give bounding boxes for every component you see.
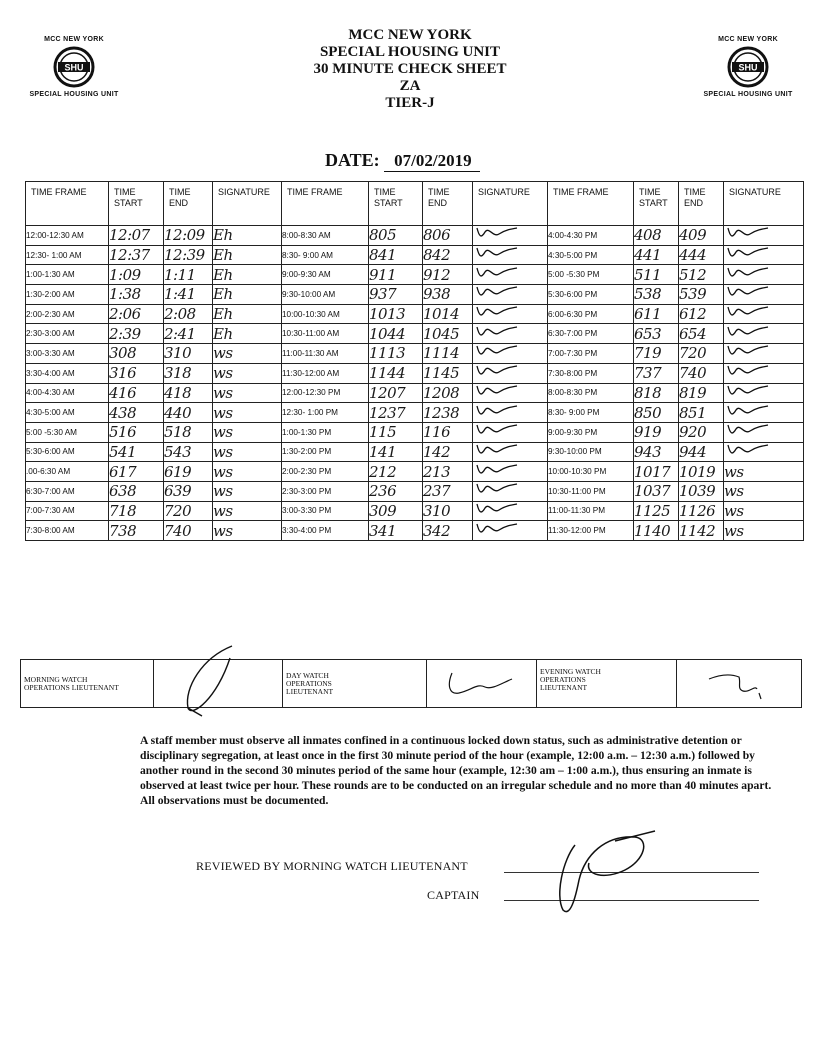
signature-cell bbox=[724, 403, 804, 423]
title-line: MCC NEW YORK bbox=[348, 27, 472, 43]
time-start-cell: 841 bbox=[369, 245, 423, 265]
time-frame-cell: 8:00-8:30 AM bbox=[282, 226, 369, 246]
signature-cell bbox=[473, 521, 548, 541]
table-row bbox=[26, 403, 804, 423]
time-frame-cell: 7:30-8:00 AM bbox=[26, 521, 109, 541]
signature-cell: ws bbox=[213, 501, 282, 521]
time-frame-cell: 3:00-3:30 AM bbox=[26, 344, 109, 364]
time-end-cell: 409 bbox=[679, 226, 724, 246]
time-start-cell: 1:38 bbox=[109, 285, 164, 305]
time-end-cell: 639 bbox=[164, 481, 213, 501]
column-header: TIME END bbox=[164, 182, 213, 226]
signature-cell bbox=[473, 481, 548, 501]
signature-cell bbox=[724, 344, 804, 364]
signature-cell bbox=[473, 383, 548, 403]
day-watch-label: DAY WATCH OPERATIONS LIEUTENANT bbox=[286, 671, 334, 696]
signature-cell bbox=[473, 265, 548, 285]
date-label: DATE: bbox=[325, 150, 380, 170]
handwritten-initials-mark bbox=[473, 266, 519, 280]
time-start-cell: 309 bbox=[369, 501, 423, 521]
morning-signature-cell bbox=[154, 660, 283, 707]
time-frame-cell: 10:30-11:00 AM bbox=[282, 324, 369, 344]
handwritten-initials-mark bbox=[724, 384, 770, 398]
time-end-cell: 12:39 bbox=[164, 245, 213, 265]
time-end-cell: 806 bbox=[423, 226, 473, 246]
time-end-cell: 342 bbox=[423, 521, 473, 541]
handwritten-initials-mark bbox=[473, 344, 519, 358]
time-frame-cell: 1:30-2:00 PM bbox=[282, 442, 369, 462]
time-start-cell: 141 bbox=[369, 442, 423, 462]
column-header: TIME FRAME bbox=[282, 182, 369, 226]
time-frame-cell: 11:00-11:30 PM bbox=[548, 501, 634, 521]
table-row bbox=[26, 462, 804, 482]
signature-cell: ws bbox=[724, 521, 804, 541]
signature-cell bbox=[473, 245, 548, 265]
day-signature-cell bbox=[427, 660, 537, 707]
time-start-cell: 12:37 bbox=[109, 245, 164, 265]
time-frame-cell: 10:30-11:00 PM bbox=[548, 481, 634, 501]
time-start-cell: 737 bbox=[634, 363, 679, 383]
evening-signature-mark bbox=[699, 665, 789, 705]
signature-cell: ws bbox=[213, 403, 282, 423]
captain-label: CAPTAIN bbox=[427, 888, 480, 902]
time-frame-cell: 10:00-10:30 AM bbox=[282, 304, 369, 324]
handwritten-initials-mark bbox=[473, 404, 519, 418]
time-frame-cell: 2:30-3:00 AM bbox=[26, 324, 109, 344]
handwritten-initials-mark bbox=[473, 226, 519, 240]
table-row bbox=[26, 481, 804, 501]
time-start-cell: 653 bbox=[634, 324, 679, 344]
handwritten-initials-mark bbox=[724, 364, 770, 378]
table-row bbox=[26, 422, 804, 442]
time-start-cell: 212 bbox=[369, 462, 423, 482]
time-end-cell: 842 bbox=[423, 245, 473, 265]
signature-cell: ws bbox=[213, 442, 282, 462]
time-end-cell: 444 bbox=[679, 245, 724, 265]
table-row bbox=[26, 285, 804, 305]
time-end-cell: 1142 bbox=[679, 521, 724, 541]
time-end-cell: 1045 bbox=[423, 324, 473, 344]
reviewed-by-label: REVIEWED BY MORNING WATCH LIEUTENANT bbox=[196, 859, 468, 873]
time-frame-cell: 8:30- 9:00 AM bbox=[282, 245, 369, 265]
column-header: TIME FRAME bbox=[26, 182, 109, 226]
column-header: SIGNATURE bbox=[213, 182, 282, 226]
time-start-cell: 943 bbox=[634, 442, 679, 462]
handwritten-initials-mark bbox=[473, 502, 519, 516]
title-line: 30 MINUTE CHECK SHEET bbox=[313, 61, 507, 77]
time-end-cell: 1039 bbox=[679, 481, 724, 501]
day-signature-mark bbox=[437, 665, 527, 705]
signature-cell bbox=[724, 304, 804, 324]
signature-cell bbox=[724, 324, 804, 344]
table-row bbox=[26, 324, 804, 344]
column-header: TIME START bbox=[634, 182, 679, 226]
time-frame-cell: 12:00-12:30 AM bbox=[26, 226, 109, 246]
time-frame-cell: 12:30- 1:00 PM bbox=[282, 403, 369, 423]
time-end-cell: 418 bbox=[164, 383, 213, 403]
time-end-cell: 1114 bbox=[423, 344, 473, 364]
signature-cell: ws bbox=[213, 383, 282, 403]
column-header: TIME END bbox=[679, 182, 724, 226]
time-frame-cell: 3:30-4:00 PM bbox=[282, 521, 369, 541]
signature-cell: Eh bbox=[213, 245, 282, 265]
reviewed-signature-mark bbox=[545, 825, 675, 925]
time-start-cell: 1207 bbox=[369, 383, 423, 403]
handwritten-initials-mark bbox=[473, 325, 519, 339]
signature-cell: ws bbox=[724, 481, 804, 501]
time-start-cell: 911 bbox=[369, 265, 423, 285]
handwritten-initials-mark bbox=[724, 246, 770, 260]
signature-cell bbox=[724, 245, 804, 265]
time-start-cell: 919 bbox=[634, 422, 679, 442]
column-header: SIGNATURE bbox=[473, 182, 548, 226]
time-end-cell: 612 bbox=[679, 304, 724, 324]
signature-cell bbox=[724, 422, 804, 442]
time-frame-cell: 5:00 -5:30 PM bbox=[548, 265, 634, 285]
handwritten-initials-mark bbox=[724, 305, 770, 319]
time-frame-cell: 2:00-2:30 PM bbox=[282, 462, 369, 482]
time-end-cell: 543 bbox=[164, 442, 213, 462]
shu-seal-icon bbox=[727, 46, 769, 88]
signature-cell: ws bbox=[213, 363, 282, 383]
time-frame-cell: .00-6:30 AM bbox=[26, 462, 109, 482]
time-start-cell: 511 bbox=[634, 265, 679, 285]
time-frame-cell: 7:30-8:00 PM bbox=[548, 363, 634, 383]
signature-cell bbox=[473, 422, 548, 442]
table-row bbox=[26, 521, 804, 541]
time-end-cell: 720 bbox=[679, 344, 724, 364]
logo-caption: MCC NEW YORK bbox=[44, 36, 104, 43]
table-header-row bbox=[26, 182, 804, 226]
evening-label-cell bbox=[537, 660, 677, 707]
signature-cell: Eh bbox=[213, 304, 282, 324]
shu-logo-left bbox=[24, 36, 124, 98]
time-frame-cell: 5:00 -5:30 AM bbox=[26, 422, 109, 442]
time-end-cell: 1:11 bbox=[164, 265, 213, 285]
handwritten-initials-mark bbox=[724, 404, 770, 418]
time-end-cell: 1014 bbox=[423, 304, 473, 324]
handwritten-initials-mark bbox=[473, 423, 519, 437]
time-frame-cell: 6:00-6:30 PM bbox=[548, 304, 634, 324]
document-title-block bbox=[240, 27, 580, 112]
signature-cell: ws bbox=[213, 462, 282, 482]
time-start-cell: 818 bbox=[634, 383, 679, 403]
evening-watch-label: EVENING WATCH OPERATIONS LIEUTENANT bbox=[540, 667, 601, 692]
signature-cell bbox=[473, 462, 548, 482]
signature-cell: Eh bbox=[213, 285, 282, 305]
handwritten-initials-mark bbox=[473, 384, 519, 398]
time-start-cell: 1125 bbox=[634, 501, 679, 521]
policy-paragraph: A staff member must observe all inmates confined in a continuous locked down status, such as administrative detention or disciplinary segregation, at least once in the first 30 minute period of the hour (example, 12:00 a.m. – 12:30 a.m.) followed by another round in the second 30 minutes period of the same hour (example, 12:30 am – 1:00 a.m.), thus ensuring an inmate is observed at least twice per hour. These rounds are to be conducted on an irregular schedule and no more than 40 minutes apart. All observations must be documented. bbox=[140, 734, 772, 807]
shu-logo-right bbox=[698, 36, 798, 98]
time-start-cell: 1:09 bbox=[109, 265, 164, 285]
handwritten-initials-mark bbox=[473, 443, 519, 457]
time-start-cell: 805 bbox=[369, 226, 423, 246]
time-end-cell: 851 bbox=[679, 403, 724, 423]
table-row bbox=[26, 226, 804, 246]
time-end-cell: 512 bbox=[679, 265, 724, 285]
handwritten-initials-mark bbox=[724, 423, 770, 437]
time-end-cell: 539 bbox=[679, 285, 724, 305]
time-end-cell: 938 bbox=[423, 285, 473, 305]
time-start-cell: 1044 bbox=[369, 324, 423, 344]
signature-cell bbox=[724, 285, 804, 305]
column-header: TIME FRAME bbox=[548, 182, 634, 226]
time-frame-cell: 10:00-10:30 PM bbox=[548, 462, 634, 482]
signature-cell bbox=[473, 324, 548, 344]
time-frame-cell: 12:30- 1:00 AM bbox=[26, 245, 109, 265]
signature-cell: ws bbox=[724, 501, 804, 521]
signature-cell bbox=[473, 226, 548, 246]
shu-seal-icon bbox=[53, 46, 95, 88]
time-frame-cell: 12:00-12:30 PM bbox=[282, 383, 369, 403]
time-start-cell: 438 bbox=[109, 403, 164, 423]
day-label-cell bbox=[283, 660, 427, 707]
time-start-cell: 718 bbox=[109, 501, 164, 521]
time-start-cell: 638 bbox=[109, 481, 164, 501]
time-start-cell: 538 bbox=[634, 285, 679, 305]
time-frame-cell: 11:30-12:00 AM bbox=[282, 363, 369, 383]
time-end-cell: 920 bbox=[679, 422, 724, 442]
time-end-cell: 2:41 bbox=[164, 324, 213, 344]
time-start-cell: 115 bbox=[369, 422, 423, 442]
signature-cell: ws bbox=[213, 481, 282, 501]
time-frame-cell: 9:00-9:30 PM bbox=[548, 422, 634, 442]
signature-cell: ws bbox=[724, 462, 804, 482]
time-frame-cell: 2:00-2:30 AM bbox=[26, 304, 109, 324]
time-end-cell: 819 bbox=[679, 383, 724, 403]
time-start-cell: 1037 bbox=[634, 481, 679, 501]
time-start-cell: 1237 bbox=[369, 403, 423, 423]
signature-cell bbox=[473, 285, 548, 305]
handwritten-initials-mark bbox=[473, 482, 519, 496]
morning-watch-label: MORNING WATCH OPERATIONS LIEUTENANT bbox=[24, 675, 119, 692]
time-start-cell: 850 bbox=[634, 403, 679, 423]
signature-cell: Eh bbox=[213, 226, 282, 246]
signature-cell bbox=[473, 501, 548, 521]
table-row bbox=[26, 245, 804, 265]
time-end-cell: 310 bbox=[423, 501, 473, 521]
signature-cell bbox=[473, 442, 548, 462]
morning-label-cell bbox=[21, 660, 154, 707]
time-start-cell: 1140 bbox=[634, 521, 679, 541]
time-end-cell: 142 bbox=[423, 442, 473, 462]
time-frame-cell: 2:30-3:00 PM bbox=[282, 481, 369, 501]
time-end-cell: 1208 bbox=[423, 383, 473, 403]
time-frame-cell: 1:00-1:30 AM bbox=[26, 265, 109, 285]
time-frame-cell: 1:30-2:00 AM bbox=[26, 285, 109, 305]
time-end-cell: 720 bbox=[164, 501, 213, 521]
title-line: ZA bbox=[399, 78, 421, 94]
signature-cell: ws bbox=[213, 521, 282, 541]
time-frame-cell: 6:30-7:00 AM bbox=[26, 481, 109, 501]
handwritten-initials-mark bbox=[473, 246, 519, 260]
column-header: TIME START bbox=[369, 182, 423, 226]
signature-cell bbox=[724, 442, 804, 462]
date-row bbox=[325, 150, 480, 172]
time-start-cell: 937 bbox=[369, 285, 423, 305]
signature-cell: ws bbox=[213, 422, 282, 442]
time-end-cell: 654 bbox=[679, 324, 724, 344]
handwritten-initials-mark bbox=[473, 522, 519, 536]
time-start-cell: 316 bbox=[109, 363, 164, 383]
logo-badge-text: SHU bbox=[738, 62, 758, 73]
time-start-cell: 441 bbox=[634, 245, 679, 265]
signature-cell bbox=[473, 304, 548, 324]
time-frame-cell: 4:30-5:00 AM bbox=[26, 403, 109, 423]
time-start-cell: 2:06 bbox=[109, 304, 164, 324]
time-start-cell: 341 bbox=[369, 521, 423, 541]
signature-cell bbox=[724, 226, 804, 246]
handwritten-initials-mark bbox=[473, 364, 519, 378]
check-sheet-table bbox=[25, 181, 804, 541]
table-row bbox=[26, 265, 804, 285]
time-frame-cell: 5:30-6:00 AM bbox=[26, 442, 109, 462]
table-row bbox=[26, 501, 804, 521]
time-frame-cell: 6:30-7:00 PM bbox=[548, 324, 634, 344]
time-start-cell: 611 bbox=[634, 304, 679, 324]
time-start-cell: 617 bbox=[109, 462, 164, 482]
time-start-cell: 1144 bbox=[369, 363, 423, 383]
time-end-cell: 440 bbox=[164, 403, 213, 423]
time-frame-cell: 8:00-8:30 PM bbox=[548, 383, 634, 403]
handwritten-initials-mark bbox=[473, 305, 519, 319]
time-end-cell: 1019 bbox=[679, 462, 724, 482]
time-frame-cell: 4:00-4:30 AM bbox=[26, 383, 109, 403]
lieutenant-signature-box bbox=[20, 659, 802, 708]
time-end-cell: 1126 bbox=[679, 501, 724, 521]
signature-cell: Eh bbox=[213, 265, 282, 285]
time-end-cell: 944 bbox=[679, 442, 724, 462]
signature-cell bbox=[724, 383, 804, 403]
time-start-cell: 1113 bbox=[369, 344, 423, 364]
column-header: TIME END bbox=[423, 182, 473, 226]
time-end-cell: 912 bbox=[423, 265, 473, 285]
time-frame-cell: 4:00-4:30 PM bbox=[548, 226, 634, 246]
time-end-cell: 318 bbox=[164, 363, 213, 383]
time-frame-cell: 9:30-10:00 AM bbox=[282, 285, 369, 305]
table-row bbox=[26, 344, 804, 364]
signature-cell bbox=[724, 265, 804, 285]
table-row bbox=[26, 304, 804, 324]
table-row bbox=[26, 363, 804, 383]
logo-caption: MCC NEW YORK bbox=[718, 36, 778, 43]
time-end-cell: 1145 bbox=[423, 363, 473, 383]
time-start-cell: 236 bbox=[369, 481, 423, 501]
time-end-cell: 740 bbox=[679, 363, 724, 383]
time-end-cell: 237 bbox=[423, 481, 473, 501]
time-end-cell: 619 bbox=[164, 462, 213, 482]
time-end-cell: 310 bbox=[164, 344, 213, 364]
handwritten-initials-mark bbox=[724, 266, 770, 280]
time-end-cell: 1:41 bbox=[164, 285, 213, 305]
table-row bbox=[26, 383, 804, 403]
time-frame-cell: 3:30-4:00 AM bbox=[26, 363, 109, 383]
time-end-cell: 213 bbox=[423, 462, 473, 482]
handwritten-initials-mark bbox=[724, 443, 770, 457]
time-end-cell: 2:08 bbox=[164, 304, 213, 324]
signature-cell bbox=[473, 363, 548, 383]
morning-signature-mark bbox=[162, 638, 272, 718]
time-frame-cell: 11:30-12:00 PM bbox=[548, 521, 634, 541]
evening-signature-cell bbox=[677, 660, 802, 707]
time-end-cell: 518 bbox=[164, 422, 213, 442]
time-frame-cell: 5:30-6:00 PM bbox=[548, 285, 634, 305]
handwritten-initials-mark bbox=[724, 344, 770, 358]
time-start-cell: 308 bbox=[109, 344, 164, 364]
signature-cell bbox=[473, 344, 548, 364]
time-start-cell: 408 bbox=[634, 226, 679, 246]
time-frame-cell: 7:00-7:30 PM bbox=[548, 344, 634, 364]
signature-cell: ws bbox=[213, 344, 282, 364]
handwritten-initials-mark bbox=[473, 285, 519, 299]
time-end-cell: 740 bbox=[164, 521, 213, 541]
time-start-cell: 1017 bbox=[634, 462, 679, 482]
handwritten-initials-mark bbox=[724, 226, 770, 240]
column-header: TIME START bbox=[109, 182, 164, 226]
logo-badge-text: SHU bbox=[64, 62, 84, 73]
time-start-cell: 1013 bbox=[369, 304, 423, 324]
logo-footer: SPECIAL HOUSING UNIT bbox=[703, 91, 793, 98]
time-frame-cell: 11:00-11:30 AM bbox=[282, 344, 369, 364]
time-end-cell: 1238 bbox=[423, 403, 473, 423]
signature-cell bbox=[724, 363, 804, 383]
handwritten-initials-mark bbox=[724, 325, 770, 339]
title-line: TIER-J bbox=[385, 95, 435, 111]
logo-footer: SPECIAL HOUSING UNIT bbox=[29, 91, 119, 98]
time-start-cell: 2:39 bbox=[109, 324, 164, 344]
time-frame-cell: 4:30-5:00 PM bbox=[548, 245, 634, 265]
time-start-cell: 12:07 bbox=[109, 226, 164, 246]
time-end-cell: 116 bbox=[423, 422, 473, 442]
title-line: SPECIAL HOUSING UNIT bbox=[319, 44, 501, 60]
handwritten-initials-mark bbox=[473, 463, 519, 477]
date-value: 07/02/2019 bbox=[384, 151, 479, 172]
column-header: SIGNATURE bbox=[724, 182, 804, 226]
time-frame-cell: 8:30- 9:00 PM bbox=[548, 403, 634, 423]
time-frame-cell: 7:00-7:30 AM bbox=[26, 501, 109, 521]
time-frame-cell: 9:30-10:00 PM bbox=[548, 442, 634, 462]
time-frame-cell: 1:00-1:30 PM bbox=[282, 422, 369, 442]
time-start-cell: 541 bbox=[109, 442, 164, 462]
time-start-cell: 738 bbox=[109, 521, 164, 541]
time-frame-cell: 3:00-3:30 PM bbox=[282, 501, 369, 521]
table-row bbox=[26, 442, 804, 462]
time-start-cell: 516 bbox=[109, 422, 164, 442]
time-end-cell: 12:09 bbox=[164, 226, 213, 246]
signature-cell bbox=[473, 403, 548, 423]
time-start-cell: 719 bbox=[634, 344, 679, 364]
handwritten-initials-mark bbox=[724, 285, 770, 299]
time-frame-cell: 9:00-9:30 AM bbox=[282, 265, 369, 285]
time-start-cell: 416 bbox=[109, 383, 164, 403]
signature-cell: Eh bbox=[213, 324, 282, 344]
